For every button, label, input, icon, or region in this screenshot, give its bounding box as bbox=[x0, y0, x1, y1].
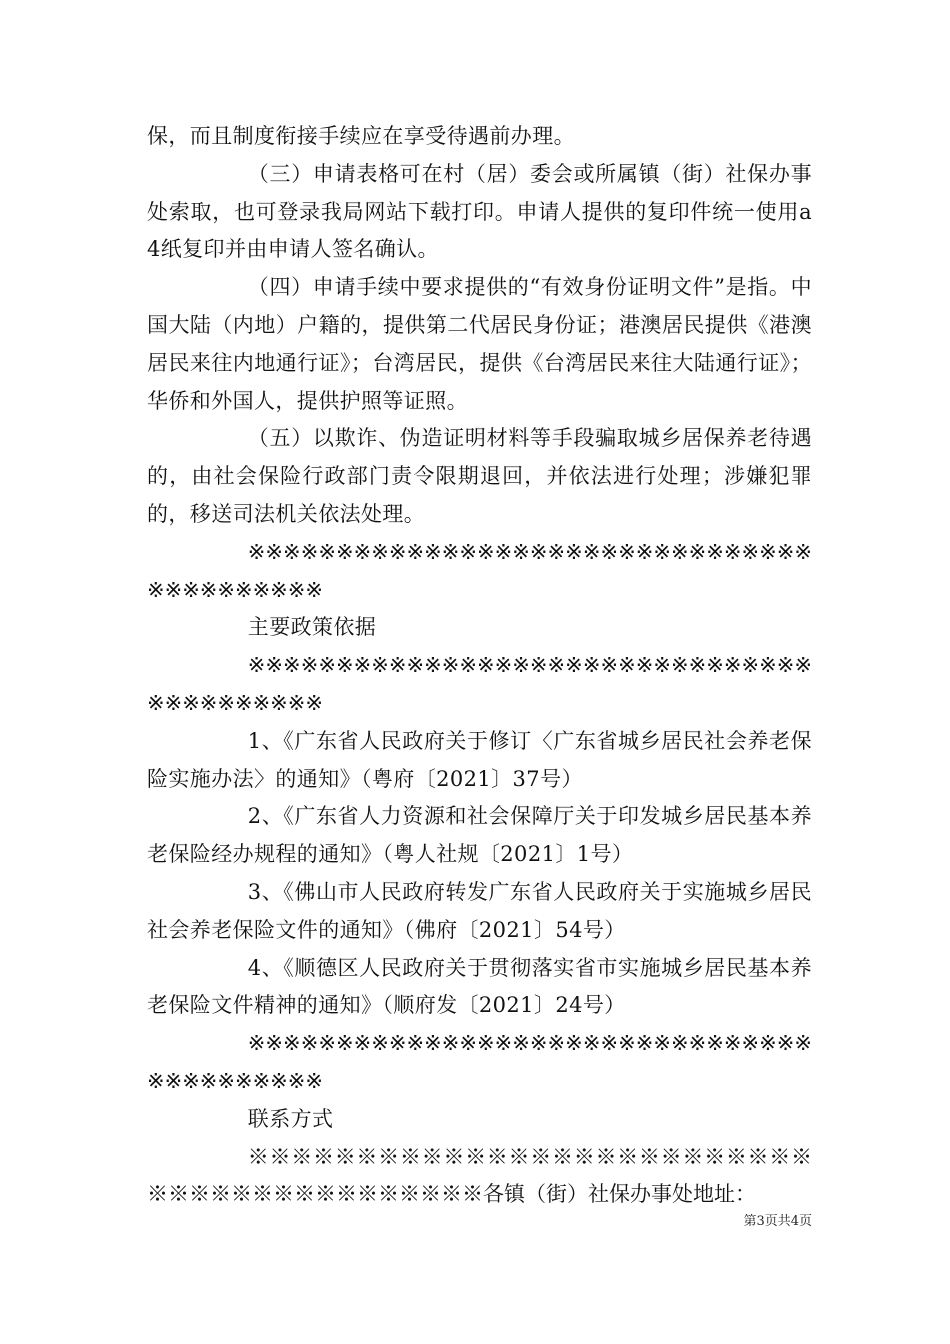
paragraph-continuation: 保，而且制度衔接手续应在享受待遇前办理。 bbox=[147, 124, 575, 148]
paragraph-item-3: （三）申请表格可在村（居）委会或所属镇（街）社保办事处索取，也可登录我局网站下载打印。申请人提供的复印件统一使用a4纸复印并由申请人签名确认。 bbox=[147, 161, 812, 262]
divider-symbols-1: ※※※※※※※※※※※※※※※※※※※※※※※※※※※※※※※※※※※※※※※※※※ bbox=[147, 539, 812, 602]
policy-reference-2: 2、《广东省人力资源和社会保障厅关于印发城乡居民基本养老保险经办规程的通知》（粤人社规〔2021〕1号） bbox=[147, 804, 812, 867]
divider-symbols-3: ※※※※※※※※※※※※※※※※※※※※※※※※※※※※※※※※※※※※※※※※※※ bbox=[147, 1031, 812, 1093]
policy-reference-1: 1、《广东省人民政府关于修订〈广东省城乡居民社会养老保险实施办法〉的通知》（粤府〔2021〕37号） bbox=[147, 728, 812, 791]
paragraph-item-4: （四）申请手续中要求提供的“有效身份证明文件”是指。中国大陆（内地）户籍的，提供第二代居民身份证；港澳居民提供《港澳居民来往内地通行证》；台湾居民，提供《台湾居民来往大陆通行证》；华侨和外国人，提供护照等证照。 bbox=[147, 275, 812, 413]
section-heading-contact: 联系方式 bbox=[247, 1106, 334, 1131]
policy-reference-4: 4、《顺德区人民政府关于贯彻落实省市实施城乡居民基本养老保险文件精神的通知》（顺府发〔2021〕24号） bbox=[147, 955, 812, 1018]
section-heading-policy-basis: 主要政策依据 bbox=[247, 615, 377, 640]
policy-reference-3: 3、《佛山市人民政府转发广东省人民政府关于实施城乡居民社会养老保险文件的通知》（佛府〔2021〕54号） bbox=[147, 879, 812, 942]
document-body bbox=[147, 118, 812, 1214]
paragraph-item-5: （五）以欺诈、伪造证明材料等手段骗取城乡居保养老待遇的，由社会保险行政部门责令限期退回，并依法进行处理；涉嫌犯罪的，移送司法机关依法处理。 bbox=[147, 426, 812, 526]
page-number-footer: 第3页共4页 bbox=[743, 1214, 812, 1229]
divider-symbols-2: ※※※※※※※※※※※※※※※※※※※※※※※※※※※※※※※※※※※※※※※※※※ bbox=[147, 653, 812, 715]
divider-symbols-4-with-address: ※※※※※※※※※※※※※※※※※※※※※※※※※※※※※※※※※※※※※※※※※※各镇（街）社保办事处地址： bbox=[147, 1144, 812, 1207]
